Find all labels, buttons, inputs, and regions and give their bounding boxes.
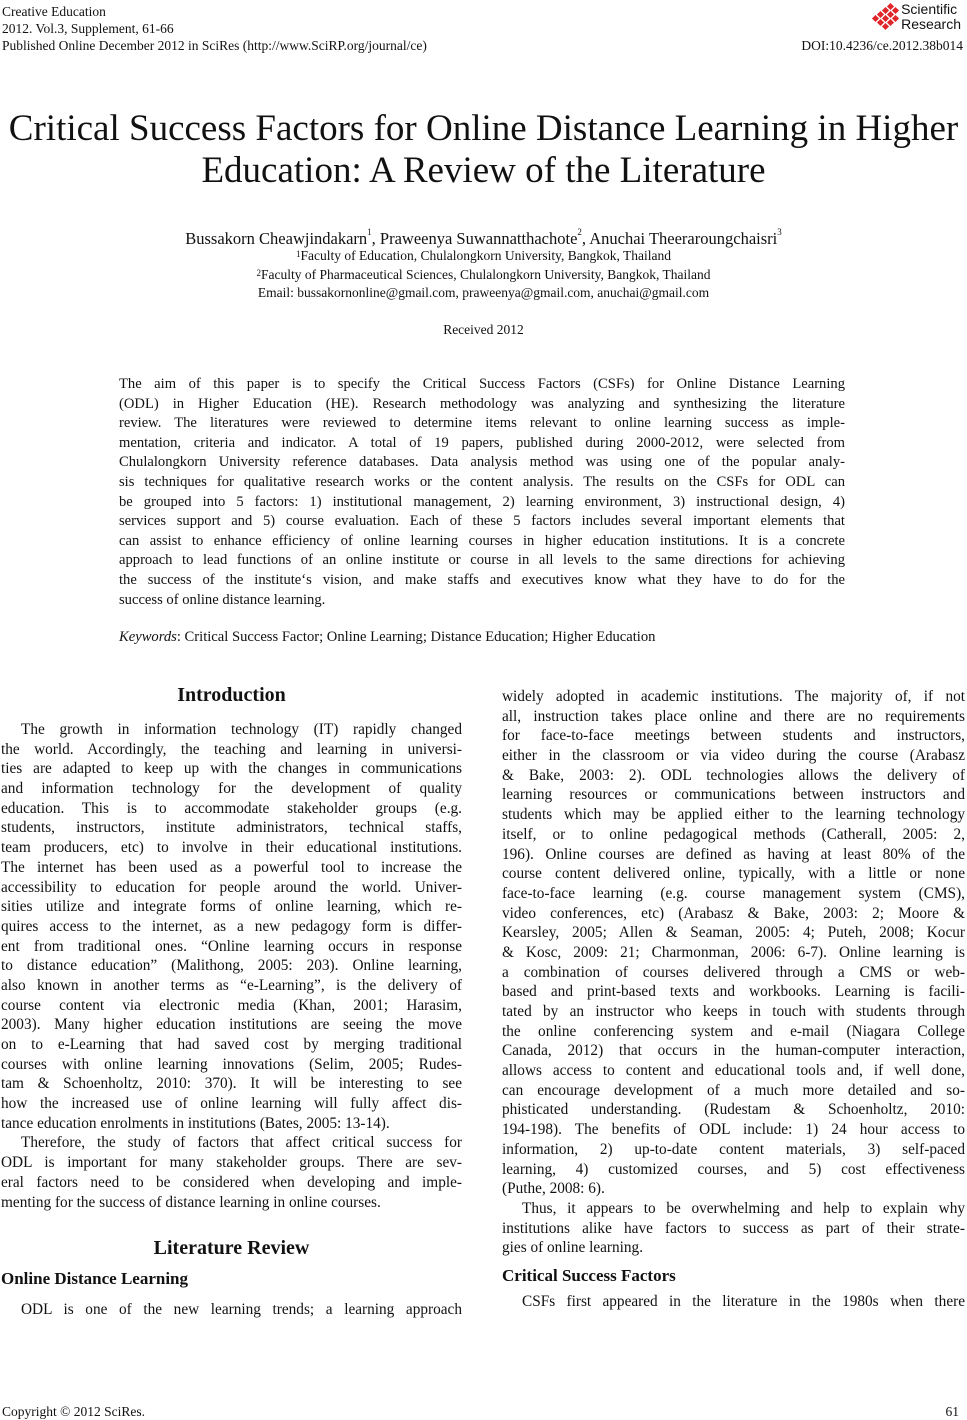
text-line: services support and 5) course evaluation. Each of these 5 factors includes several important elements that xyxy=(119,513,845,530)
text-line: video conferences, etc) (Arabasz & Bake, 2003: 2; Moore & xyxy=(502,904,965,922)
text-line: tated by an instructor who keeps in touch with students through xyxy=(502,1003,965,1020)
text-line: 196). Online courses are defined as having at least 80% of the xyxy=(502,845,965,863)
text-line: education. This is to accommodate stakeholder groups (e.g. xyxy=(1,799,462,817)
text-line: the online conferencing system and e-mail (Niagara College xyxy=(502,1022,965,1040)
published-info: Published Online December 2012 in SciRes (http://www.SciRP.org/journal/ce) xyxy=(2,38,427,53)
text-line: & Kosc, 2009: 21; Charmonman, 2006: 6-7). Online learning is xyxy=(502,943,965,961)
text-line: success of online distance learning. xyxy=(119,591,326,608)
text-line: sis techniques for qualitative research works or the content analysis. The results on the CSFs for ODL can xyxy=(119,473,845,490)
page-number: 61 xyxy=(945,1404,959,1419)
text-line: a combination of courses delivered through a CMS or web- xyxy=(502,963,965,981)
text-line: approach to lead functions of an online institute or course in all levels to the same directions for achieving xyxy=(119,552,845,569)
text-line: Canada, 2012) that occurs in the human-computer interaction, xyxy=(502,1042,965,1060)
text-line: ODL is important for many stakeholder groups. There are sev- xyxy=(1,1154,462,1172)
affiliation: $^2$Faculty of Pharmaceutical Sciences, Chulalongkorn University, Bangkok, Thailand xyxy=(256,266,711,282)
subsection-heading-critical-success-factors: Critical Success Factors xyxy=(502,1265,676,1285)
text-line: The internet has been used as a powerful tool to increase the xyxy=(1,858,462,876)
text-line: to distance education” (Malithong, 2005: 203). Online learning, xyxy=(1,957,462,975)
text-line: tance education enrolments in institutions (Bates, 2005: 13-14). xyxy=(1,1114,390,1132)
text-line: ent from traditional ones. “Online learning occurs in response xyxy=(1,937,462,955)
text-line: can assist to enhance efficiency of online learning courses in higher education institutions. It is a concrete xyxy=(119,532,845,549)
text-line: students, instructors, institute administrators, technical staffs, xyxy=(1,819,462,837)
text-line: all, instruction takes place online and there are no requirements xyxy=(502,707,965,725)
text-line: information, 2) up-to-date content materials, 3) self-paced xyxy=(502,1140,965,1158)
text-line: ties are adapted to keep up with the changes in communications xyxy=(1,760,462,778)
text-line: quires access to the internet, as a new pedagogy form is differ- xyxy=(1,917,462,935)
text-line: also known in another terms as “e-Learning”, is the delivery of xyxy=(1,976,462,994)
keywords xyxy=(119,629,655,646)
text-line: review. The literatures were reviewed to determine items relevant to online learning success as imple- xyxy=(119,415,845,432)
text-line: phisticated understanding. (Rudestam & Schoenholtz, 2010: xyxy=(502,1101,965,1119)
paper-title xyxy=(0,108,967,192)
affiliations xyxy=(0,247,967,303)
text-line: courses with online learning innovations (Selim, 2005; Rudes- xyxy=(1,1055,462,1073)
received-date: Received 2012 xyxy=(443,322,524,337)
paragraph xyxy=(1,1300,462,1320)
keywords-list: : Critical Success Factor; Online Learning; Distance Education; Higher Education xyxy=(176,629,656,645)
text-line: for face-to-face meetings between students and instructors, xyxy=(502,727,965,745)
text-line: learning resources or communications between instructors and xyxy=(502,786,965,804)
diamond-cluster-icon xyxy=(871,3,901,31)
left-column xyxy=(1,682,462,1320)
scirp-logo xyxy=(871,2,961,32)
text-line: ODL is one of the new learning trends; a learning approach xyxy=(21,1301,462,1319)
text-line: tam & Schoenholtz, 2010: 370). It will be interesting to see xyxy=(1,1075,462,1093)
text-line: (ODL) in Higher Education (HE). Research methodology was analyzing and synthesizing the literature xyxy=(119,395,845,412)
paragraph xyxy=(1,1133,462,1212)
text-line: accessibility to education for people around the world. Univer- xyxy=(1,878,462,896)
author: Bussakorn Cheawjindakarn$^1$, xyxy=(185,227,380,248)
text-line: and information technology for the development of quality xyxy=(1,780,462,798)
text-line: the world. Accordingly, the teaching and learning in universi- xyxy=(1,740,462,758)
text-line: gies of online learning. xyxy=(502,1239,644,1257)
author: Anuchai Theeraroungchaisri$^3$ xyxy=(589,227,782,248)
text-line: widely adopted in academic institutions. The majority of, if not xyxy=(502,688,965,705)
logo-line2: Research xyxy=(901,16,961,32)
text-line: learning, 4) customized courses, and 5) cost effectiveness xyxy=(502,1160,965,1178)
text-line: how the increased use of online learning will fully affect dis- xyxy=(1,1095,462,1113)
affiliation: $^1$Faculty of Education, Chulalongkorn University, Bangkok, Thailand xyxy=(296,248,671,263)
text-line: sities utilize and integrate forms of online learning, which re- xyxy=(1,898,462,916)
text-line: 2003). Many higher education institutions are seeing the move xyxy=(1,1016,462,1034)
text-line: team producers, etc) to involve in their educational institutions. xyxy=(1,839,462,857)
text-line: either in the classroom or via video during the course (Arabasz xyxy=(502,747,965,765)
text-line: Chulalongkorn University reference databases. Data analysis method was using one of the popular analy- xyxy=(119,454,845,471)
text-line: students which may be applied either to the learning technology xyxy=(502,806,965,824)
logo-line1: Scientific xyxy=(901,1,958,17)
text-line: Kearsley, 2005; Allen & Seaman, 2005: 4; Puteh, 2008; Kocur xyxy=(502,924,965,942)
journal-name: Creative Education xyxy=(2,4,106,19)
text-line: 194-198). The benefits of ODL include: 1) 24 hour access to xyxy=(502,1121,965,1139)
volume-info: 2012. Vol.3, Supplement, 61-66 xyxy=(2,21,174,36)
text-line: based and print-based texts and workbooks. Learning is facili- xyxy=(502,983,965,1001)
author: Praweenya Suwannatthachote$^2$, xyxy=(379,227,590,248)
text-line: course content via electronic media (Khan, 2001; Harasim, xyxy=(1,996,462,1014)
title-line: Critical Success Factors for Online Distance Learning in Higher xyxy=(8,108,959,149)
paragraph xyxy=(502,687,965,1199)
text-line: allows access to content and educational tools and, if well done, xyxy=(502,1062,965,1080)
section-heading-literature-review: Literature Review xyxy=(153,1237,310,1260)
section-heading-introduction: Introduction xyxy=(177,684,286,706)
text-line: & Bake, 2003: 2). ODL technologies allows the delivery of xyxy=(502,766,965,784)
right-column xyxy=(502,687,965,1312)
text-line: eral factors need to be considered when developing and imple- xyxy=(1,1173,462,1191)
text-line: itself, or to online pedagogical methods (Catherall, 2005: 2, xyxy=(502,825,965,843)
text-line: face-to-face learning (e.g. course management system (CMS), xyxy=(502,884,965,902)
keywords-label: Keywords xyxy=(119,629,177,645)
paragraph xyxy=(502,1199,965,1258)
text-line: menting for the success of distance learning in online courses. xyxy=(1,1193,381,1211)
text-line: The growth in information technology (IT) rapidly changed xyxy=(21,721,462,738)
text-line: the success of the institute‘s vision, and make staffs and executives know what they have to do for the xyxy=(119,571,845,588)
paragraph xyxy=(1,720,462,1133)
text-line: CSFs first appeared in the literature in the 1980s when there xyxy=(522,1292,965,1310)
abstract xyxy=(119,375,845,610)
author-list xyxy=(0,229,967,249)
email: Email: bussakornonline@gmail.com, praweenya@gmail.com, anuchai@gmail.com xyxy=(257,285,710,300)
text-line: mentation, criteria and indicator. A total of 19 papers, published during 2000-2012, were selected from xyxy=(119,434,845,451)
paragraph xyxy=(502,1292,965,1312)
footer-copyright: Copyright © 2012 SciRes. xyxy=(2,1404,146,1419)
title-line: Education: A Review of the Literature xyxy=(201,150,766,191)
text-line: course content delivered online, typically, with a little or none xyxy=(502,865,965,883)
subsection-heading-online-distance-learning: Online Distance Learning xyxy=(1,1269,189,1289)
text-line: institutions alike have factors to success as part of their strate- xyxy=(502,1219,965,1237)
doi: DOI:10.4236/ce.2012.38b014 xyxy=(801,38,963,53)
text-line: Thus, it appears to be overwhelming and help to explain why xyxy=(522,1199,965,1217)
text-line: Therefore, the study of factors that affect critical success for xyxy=(21,1134,462,1152)
text-line: be grouped into 5 factors: 1) institutional management, 2) learning environment, 3) instructional design, 4) xyxy=(119,493,845,510)
text-line: can encourage development of a much more detailed and so- xyxy=(502,1081,965,1099)
text-line: on to e-Learning that had saved cost by merging traditional xyxy=(1,1036,462,1053)
text-line: The aim of this paper is to specify the Critical Success Factors (CSFs) for Online Distance Learning xyxy=(119,376,845,392)
text-line: (Puthe, 2008: 6). xyxy=(502,1180,605,1198)
running-header xyxy=(2,3,427,54)
